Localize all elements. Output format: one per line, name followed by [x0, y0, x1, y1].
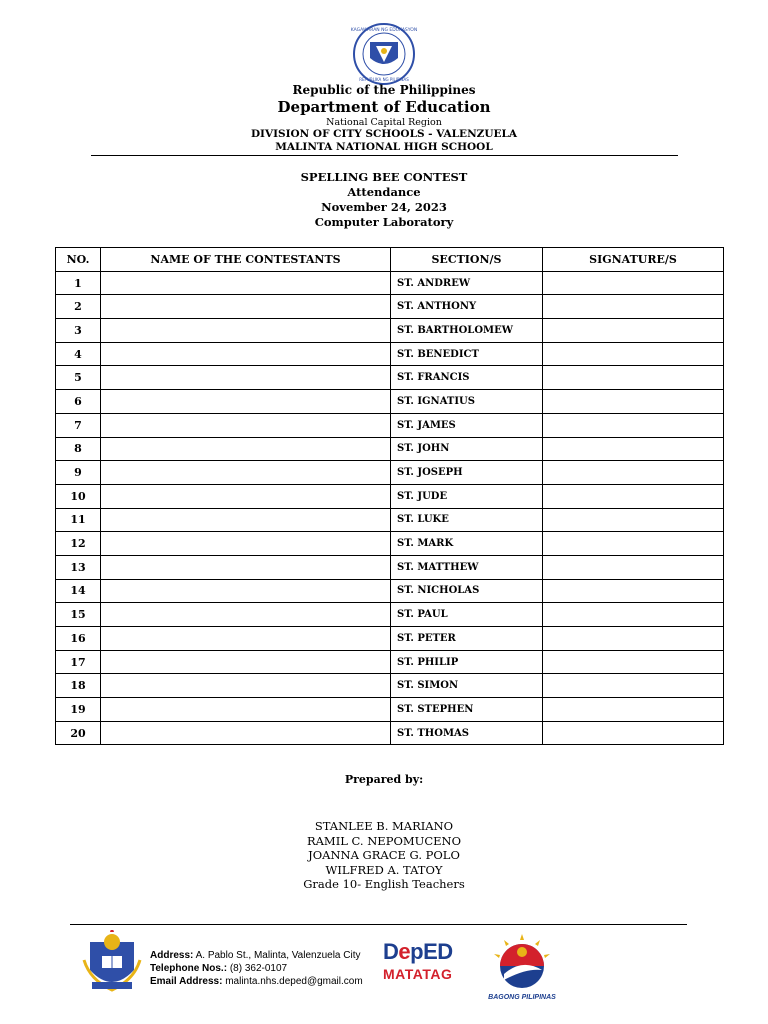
phone-value: (8) 362-0107 — [229, 963, 288, 974]
signature-cell[interactable] — [543, 532, 724, 556]
table-row — [56, 555, 724, 579]
signature-cell[interactable] — [543, 555, 724, 579]
table-row — [56, 271, 724, 295]
signature-cell[interactable] — [543, 390, 724, 414]
contestant-name-cell[interactable] — [101, 295, 391, 319]
document-title: Attendance — [347, 185, 421, 199]
table-row — [56, 508, 724, 532]
row-number: 15 — [56, 603, 101, 627]
address-label: Address: — [150, 950, 194, 961]
row-number: 2 — [56, 295, 101, 319]
section-cell: ST. SIMON — [391, 674, 543, 698]
row-number: 9 — [56, 461, 101, 485]
header-name: NAME OF THE CONTESTANTS — [101, 248, 391, 272]
row-number: 19 — [56, 698, 101, 722]
phone-label: Telephone Nos.: — [150, 963, 228, 974]
table-row — [56, 342, 724, 366]
email-line — [150, 975, 363, 988]
deped-seal-logo — [336, 22, 432, 86]
contestant-name-cell[interactable] — [101, 319, 391, 343]
contact-block — [150, 949, 363, 988]
section-cell: ST. MARK — [391, 532, 543, 556]
bagong-pilipinas-logo — [482, 932, 562, 1002]
signature-cell[interactable] — [543, 650, 724, 674]
contestant-name-cell[interactable] — [101, 342, 391, 366]
header-section: SECTION/S — [391, 248, 543, 272]
school-logo — [80, 930, 144, 998]
table-row — [56, 603, 724, 627]
table-row — [56, 366, 724, 390]
row-number: 14 — [56, 579, 101, 603]
preparer-name: JOANNA GRACE G. POLO — [308, 848, 460, 862]
section-cell: ST. PETER — [391, 627, 543, 651]
preparers-block — [0, 819, 768, 892]
row-number: 17 — [56, 650, 101, 674]
signature-cell[interactable] — [543, 698, 724, 722]
table-row — [56, 627, 724, 651]
row-number: 5 — [56, 366, 101, 390]
row-number: 7 — [56, 413, 101, 437]
prepared-by-label: Prepared by: — [344, 773, 424, 786]
table-row — [56, 319, 724, 343]
contestant-name-cell[interactable] — [101, 579, 391, 603]
section-cell: ST. FRANCIS — [391, 366, 543, 390]
contestant-name-cell[interactable] — [101, 271, 391, 295]
table-row — [56, 413, 724, 437]
email-label: Email Address: — [150, 976, 223, 987]
section-cell: ST. JOSEPH — [391, 461, 543, 485]
signature-cell[interactable] — [543, 484, 724, 508]
row-number: 18 — [56, 674, 101, 698]
contestant-name-cell[interactable] — [101, 698, 391, 722]
preparer-name: RAMIL C. NEPOMUCENO — [306, 833, 462, 848]
contestant-name-cell[interactable] — [101, 674, 391, 698]
signature-cell[interactable] — [543, 366, 724, 390]
footer-divider — [70, 924, 687, 925]
preparer-name: STANLEE B. MARIANO — [314, 819, 454, 833]
row-number: 13 — [56, 555, 101, 579]
school-heading: MALINTA NATIONAL HIGH SCHOOL — [275, 141, 493, 153]
signature-cell[interactable] — [543, 295, 724, 319]
signature-cell[interactable] — [543, 579, 724, 603]
section-cell: ST. STEPHEN — [391, 698, 543, 722]
bagong-pilipinas-emblem — [482, 932, 562, 990]
contestant-name-cell[interactable] — [101, 484, 391, 508]
section-cell: ST. NICHOLAS — [391, 579, 543, 603]
section-cell: ST. PHILIP — [391, 650, 543, 674]
section-cell: ST. JAMES — [391, 413, 543, 437]
row-number: 20 — [56, 721, 101, 745]
table-row — [56, 437, 724, 461]
signature-cell[interactable] — [543, 319, 724, 343]
attendance-table — [55, 247, 724, 745]
section-cell: ST. JOHN — [391, 437, 543, 461]
row-number: 6 — [56, 390, 101, 414]
region-heading: National Capital Region — [326, 117, 442, 128]
section-cell: ST. ANDREW — [391, 271, 543, 295]
contestant-name-cell[interactable] — [101, 508, 391, 532]
address-line — [150, 949, 363, 962]
event-date: November 24, 2023 — [321, 200, 447, 214]
section-cell: ST. JUDE — [391, 484, 543, 508]
event-title: SPELLING BEE CONTEST — [300, 170, 468, 184]
signature-cell[interactable] — [543, 413, 724, 437]
table-row — [56, 484, 724, 508]
table-row — [56, 390, 724, 414]
contestant-name-cell[interactable] — [101, 461, 391, 485]
phone-line — [150, 962, 363, 975]
signature-cell[interactable] — [543, 461, 724, 485]
table-row — [56, 674, 724, 698]
header-no: NO. — [56, 248, 101, 272]
contestant-name-cell[interactable] — [101, 390, 391, 414]
table-header-row — [56, 248, 724, 272]
row-number: 11 — [56, 508, 101, 532]
contestant-name-cell[interactable] — [101, 650, 391, 674]
table-row — [56, 650, 724, 674]
preparer-role: Grade 10- English Teachers — [303, 877, 465, 891]
contestant-name-cell[interactable] — [101, 437, 391, 461]
contestant-name-cell[interactable] — [101, 603, 391, 627]
section-cell: ST. MATTHEW — [391, 555, 543, 579]
row-number: 12 — [56, 532, 101, 556]
row-number: 10 — [56, 484, 101, 508]
section-cell: ST. IGNATIUS — [391, 390, 543, 414]
table-row — [56, 295, 724, 319]
row-number: 4 — [56, 342, 101, 366]
section-cell: ST. THOMAS — [391, 721, 543, 745]
deped-wordmark: DepED — [383, 939, 453, 964]
contestant-name-cell[interactable] — [101, 627, 391, 651]
signature-cell[interactable] — [543, 674, 724, 698]
seal-text-bottom: REPUBLIKA NG PILIPINAS — [359, 77, 409, 82]
row-number: 1 — [56, 271, 101, 295]
table-row — [56, 532, 724, 556]
deped-matatag-logo — [383, 940, 467, 1000]
address-value: A. Pablo St., Malinta, Valenzuela City — [195, 950, 361, 961]
email-value: malinta.nhs.deped@gmail.com — [225, 976, 363, 987]
table-row — [56, 721, 724, 745]
section-cell: ST. BARTHOLOMEW — [391, 319, 543, 343]
contestant-name-cell[interactable] — [101, 413, 391, 437]
seal-text-top: KAGAWARAN NG EDUKASYON — [350, 28, 418, 33]
section-cell: ST. ANTHONY — [391, 295, 543, 319]
signature-cell[interactable] — [543, 627, 724, 651]
header-divider — [91, 155, 678, 156]
table-row — [56, 579, 724, 603]
contestant-name-cell[interactable] — [101, 721, 391, 745]
section-cell: ST. BENEDICT — [391, 342, 543, 366]
signature-cell[interactable] — [543, 603, 724, 627]
contestant-name-cell[interactable] — [101, 555, 391, 579]
row-number: 16 — [56, 627, 101, 651]
contestant-name-cell[interactable] — [101, 366, 391, 390]
signature-cell[interactable] — [543, 342, 724, 366]
signature-cell[interactable] — [543, 271, 724, 295]
header-signature: SIGNATURE/S — [543, 248, 724, 272]
matatag-wordmark: MATATAG — [383, 966, 453, 982]
signature-cell[interactable] — [543, 721, 724, 745]
section-cell: ST. LUKE — [391, 508, 543, 532]
republic-heading: Republic of the Philippines — [292, 83, 476, 97]
event-venue: Computer Laboratory — [314, 215, 454, 229]
bagong-pilipinas-text: BAGONG PILIPINAS — [488, 994, 556, 1001]
row-number: 8 — [56, 437, 101, 461]
signature-cell[interactable] — [543, 508, 724, 532]
section-cell: ST. PAUL — [391, 603, 543, 627]
division-heading: DIVISION OF CITY SCHOOLS - VALENZUELA — [250, 128, 518, 140]
table-row — [56, 698, 724, 722]
signature-cell[interactable] — [543, 437, 724, 461]
contestant-name-cell[interactable] — [101, 532, 391, 556]
department-heading: Department of Education — [277, 98, 491, 116]
row-number: 3 — [56, 319, 101, 343]
preparer-name: WILFRED A. TATOY — [325, 862, 443, 877]
table-row — [56, 461, 724, 485]
